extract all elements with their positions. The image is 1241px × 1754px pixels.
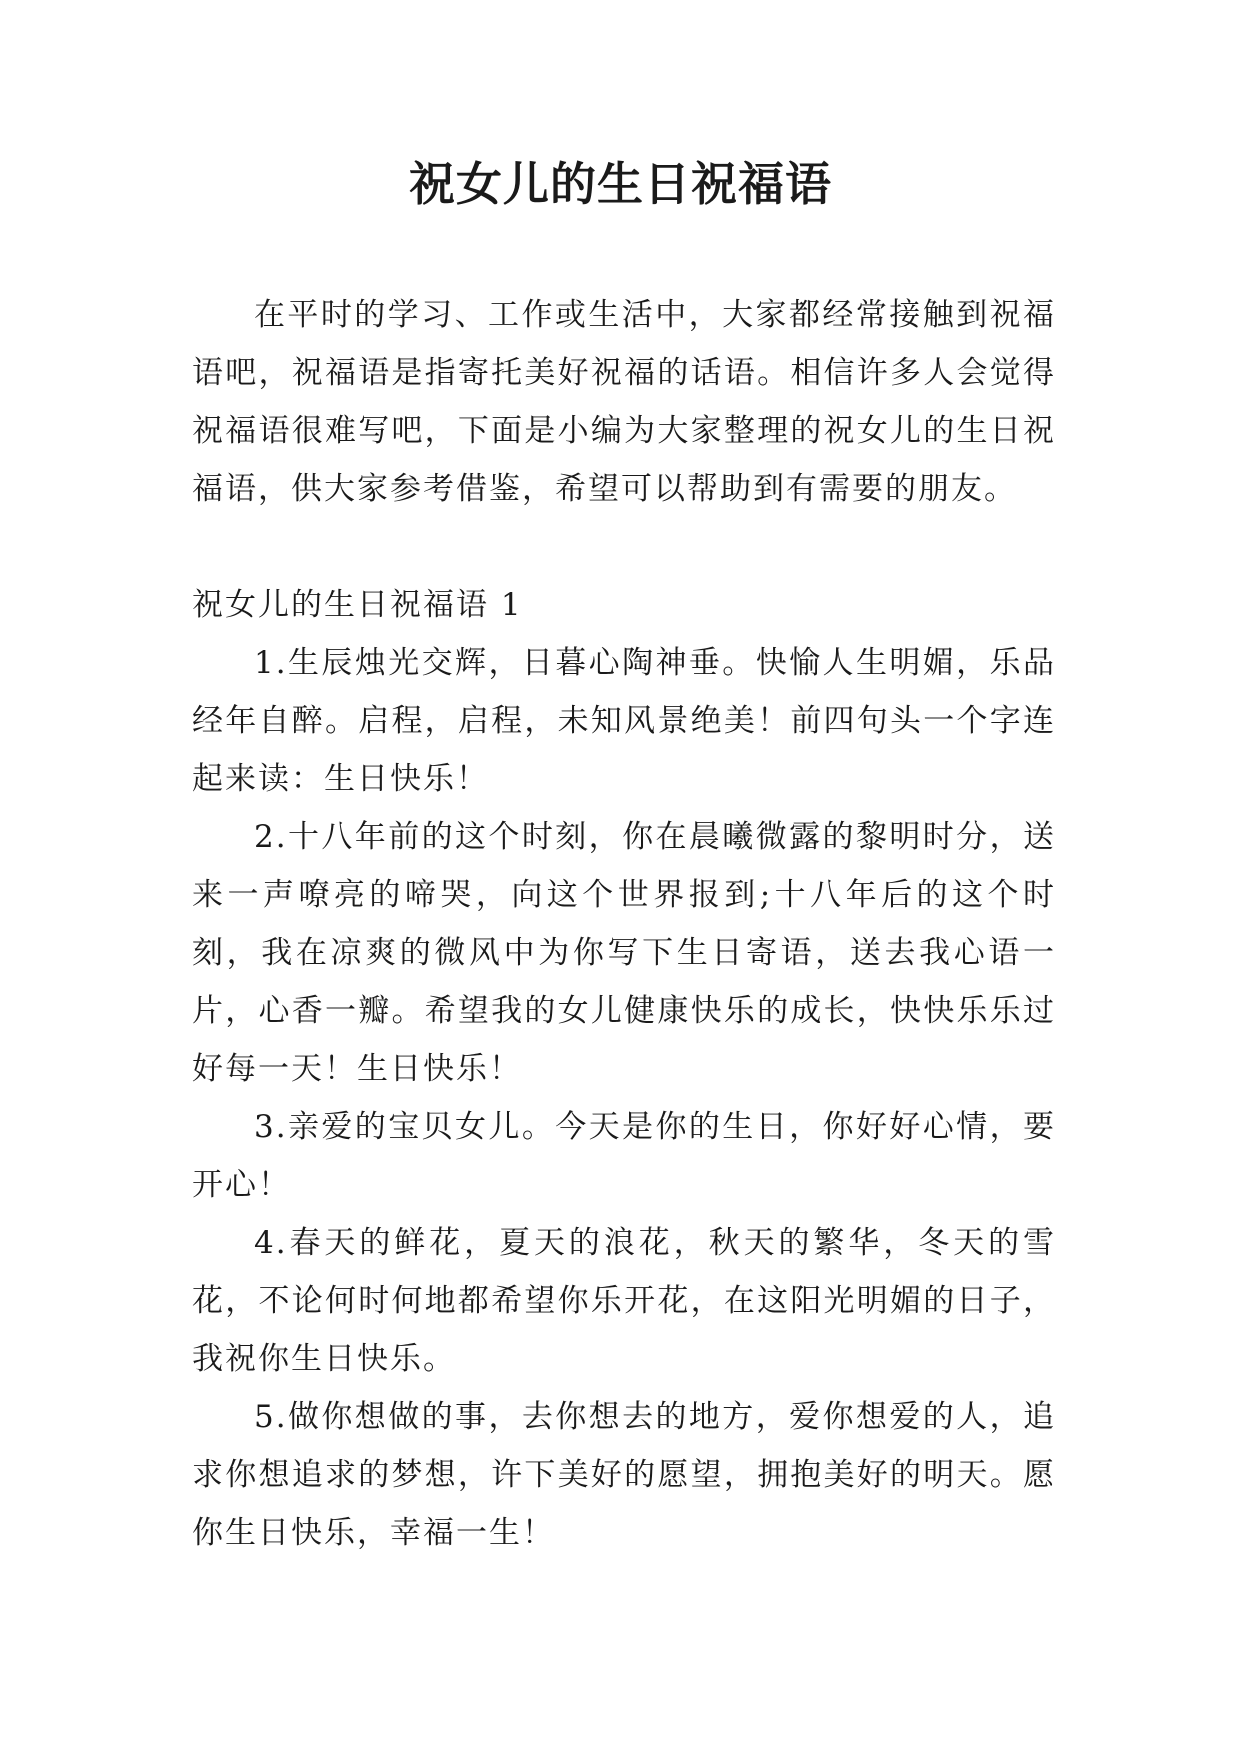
wish-item-2: 2.十八年前的这个时刻，你在晨曦微露的黎明时分，送来一声嘹亮的啼哭，向这个世界报到;十八年后的这个时刻，我在凉爽的微风中为你写下生日寄语，送去我心语一片，心香一瓣。希望我的女儿健康快乐的成长，快快乐乐过好每一天！生日快乐！ [192, 819, 1056, 1087]
section-heading: 祝女儿的生日祝福语 1 [192, 587, 523, 623]
intro-paragraph: 在平时的学习、工作或生活中，大家都经常接触到祝福语吧，祝福语是指寄托美好祝福的话语。相信许多人会觉得祝福语很难写吧，下面是小编为大家整理的祝女儿的生日祝福语，供大家参考借鉴，希望可以帮助到有需要的朋友。 [192, 297, 1056, 507]
document-body [192, 286, 1056, 1562]
wish-item-1: 1.生辰烛光交辉，日暮心陶神垂。快愉人生明媚，乐品经年自醉。启程，启程，未知风景绝美！前四句头一个字连起来读：生日快乐！ [192, 645, 1056, 797]
document-title: 祝女儿的生日祝福语 [409, 157, 832, 211]
wish-item-3: 3.亲爱的宝贝女儿。今天是你的生日，你好好心情，要开心！ [192, 1109, 1056, 1203]
wish-item-5: 5.做你想做的事，去你想去的地方，爱你想爱的人，追求你想追求的梦想，许下美好的愿望，拥抱美好的明天。愿你生日快乐，幸福一生！ [192, 1399, 1056, 1551]
wish-item-4: 4.春天的鲜花，夏天的浪花，秋天的繁华，冬天的雪花，不论何时何地都希望你乐开花，在这阳光明媚的日子，我祝你生日快乐。 [192, 1225, 1056, 1377]
